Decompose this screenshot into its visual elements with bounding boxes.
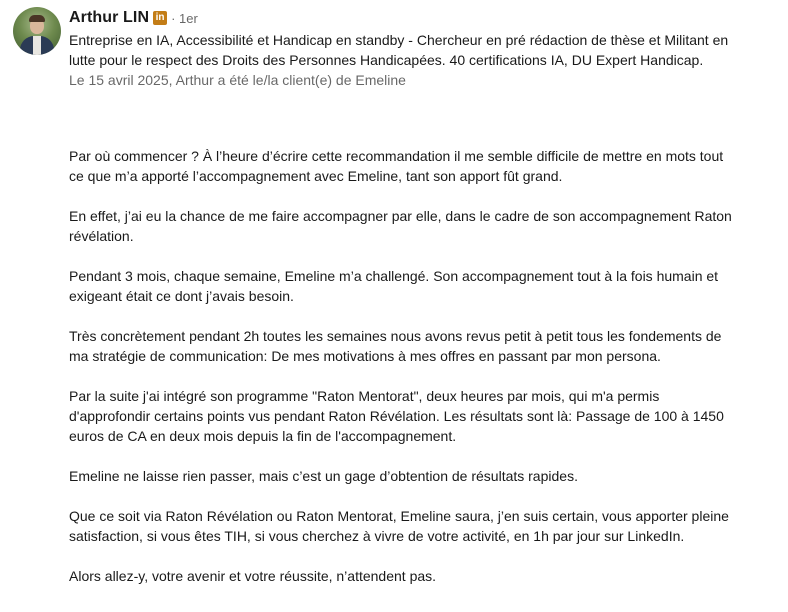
avatar-hair-shape xyxy=(29,15,45,22)
paragraph: Par où commencer ? À l’heure d’écrire cette recommandation il me semble difficile de mettre en mots tout ce que m’a apporté l’accompagnement avec Emeline, tant son apport fût grand. xyxy=(69,148,724,184)
paragraph: En effet, j’ai eu la chance de me faire accompagner par elle, dans le cadre de son accompagnement Raton révélation. xyxy=(69,208,732,244)
avatar[interactable] xyxy=(13,7,61,55)
relationship-date: Le 15 avril 2025, Arthur a été le/la client(e) de Emeline xyxy=(69,72,406,88)
paragraph: Par la suite j'ai intégré son programme "Raton Mentorat", deux heures par mois, qui m'a permis d'approfondir certains points vus pendant Raton Révélation. Les résultats sont là: Passage de 100 à 1450 euros de CA en deux mois depuis la fin de l'accompagnement. xyxy=(69,388,724,444)
recommender-name[interactable]: Arthur LIN xyxy=(69,9,150,26)
connection-degree: · 1er xyxy=(171,10,198,26)
paragraph: Très concrètement pendant 2h toutes les semaines nous avons revus petit à petit tous les fondements de ma stratégie de communication: De mes motivations à mes offres en passant par mon persona. xyxy=(69,328,722,364)
recommender-headline: Entreprise en IA, Accessibilité et Handicap en standby - Chercheur en pré rédaction de thèse et Militant en lutte pour le respect des Droits des Personnes Handicapées. 40 certifications IA, DU Expert Handicap. xyxy=(69,32,729,68)
paragraph: Alors allez-y, votre avenir et votre réussite, n’attendent pas. xyxy=(69,568,437,584)
recommendation-text xyxy=(69,146,734,606)
paragraph: Que ce soit via Raton Révélation ou Raton Mentorat, Emeline saura, j’en suis certain, vous apporter pleine satisfaction, si vous êtes TIH, si vous cherchez à vivre de votre activité, en 1h par jour sur LinkedIn. xyxy=(69,508,729,544)
linkedin-premium-icon: in xyxy=(153,11,167,25)
recommender-header xyxy=(69,7,749,90)
avatar-shirt-shape xyxy=(33,36,41,55)
paragraph: Emeline ne laisse rien passer, mais c’est un gage d’obtention de résultats rapides. xyxy=(69,468,578,484)
paragraph: Pendant 3 mois, chaque semaine, Emeline m’a challengé. Son accompagnement tout à la fois humain et exigeant était ce dont j’avais besoin. xyxy=(69,268,719,304)
name-row xyxy=(69,7,749,29)
